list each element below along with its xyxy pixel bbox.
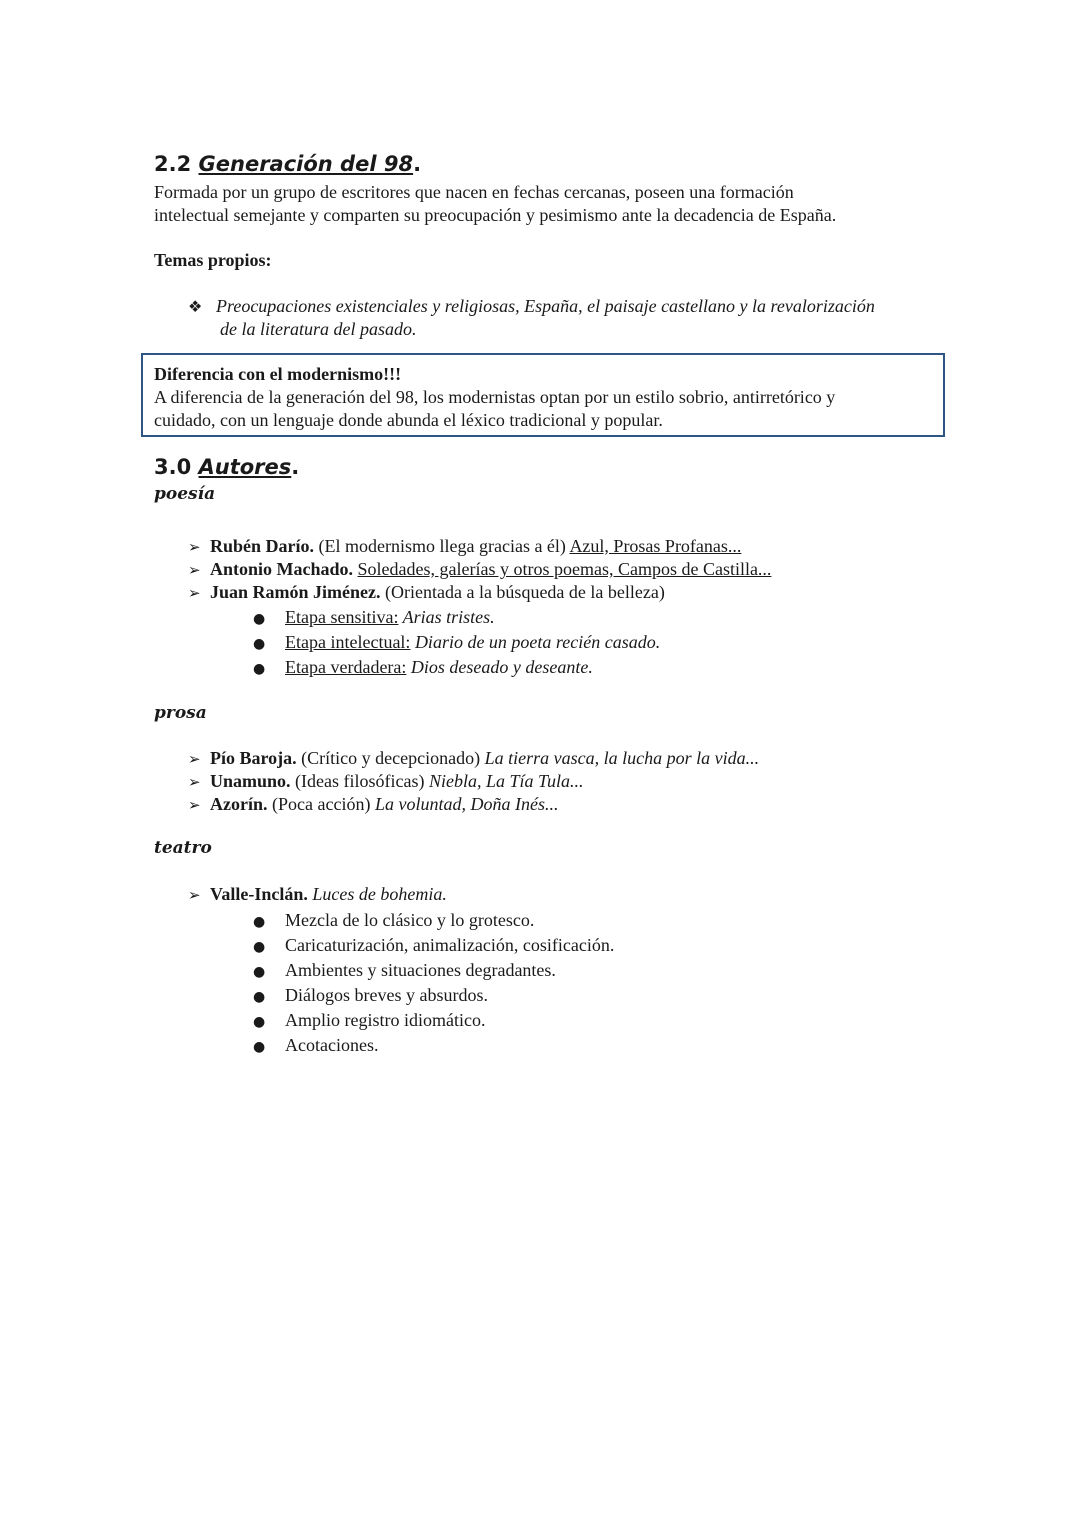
arrow-bullet-icon: ➢ [188,886,201,904]
author-name: Unamuno. [210,771,291,791]
dot-bullet-icon: ● [253,611,266,627]
author-name: Antonio Machado. [210,559,354,579]
feature-item [253,959,556,984]
author-name: Juan Ramón Jiménez. [210,582,381,602]
feature-item [253,909,534,934]
arrow-bullet-icon: ➢ [188,561,201,579]
author-note: (Orientada a la búsqueda de la belleza) [380,582,665,602]
stage-label: Etapa verdadera: [285,657,407,677]
stage-work: Arias tristes. [398,607,495,627]
author-machado [188,558,771,582]
difference-title: Diferencia con el modernismo!!! [154,364,402,384]
arrow-bullet-icon: ➢ [188,584,201,602]
feature-item [253,1009,485,1034]
author-note: (Crítico y decepcionado) [296,748,485,768]
author-note: (Ideas filosóficas) [290,771,429,791]
section-period: . [413,152,422,176]
author-works: Soledades, galerías y otros poemas, Campos de Castilla... [357,559,772,579]
feature-text: Amplio registro idiomático. [285,1010,486,1030]
section-title: Generación del 98 [198,152,414,176]
author-name: Azorín. [210,794,268,814]
dot-bullet-icon: ● [253,989,266,1005]
section-number: 3.0 [154,455,199,479]
subheading-poesia: poesía [154,484,216,504]
author-jimenez [188,581,665,605]
author-name: Valle-Inclán. [210,884,308,904]
diamond-bullet-icon: ❖ [188,297,203,316]
author-works: La tierra vasca, la lucha por la vida... [484,748,760,768]
section-title: Autores [198,455,292,479]
section-heading-2-2 [154,152,421,176]
stage-item [253,656,593,681]
themes-label: Temas propios: [154,250,272,270]
intro-line-1: Formada por un grupo de escritores que nacen en fechas cercanas, poseen una formación [154,182,794,202]
author-works: Luces de bohemia. [307,884,447,904]
feature-text: Mezcla de lo clásico y lo grotesco. [285,910,535,930]
feature-text: Diálogos breves y absurdos. [285,985,488,1005]
section-heading-3-0 [154,455,299,479]
author-note: (Poca acción) [267,794,375,814]
subheading-prosa: prosa [154,703,207,723]
dot-bullet-icon: ● [253,661,266,677]
theme-line-1: Preocupaciones existenciales y religiosas, España, el paisaje castellano y la revalorización [216,296,875,316]
author-azorin [188,793,558,817]
dot-bullet-icon: ● [253,964,266,980]
difference-line-1: A diferencia de la generación del 98, los modernistas optan por un estilo sobrio, antirretórico y [154,387,836,407]
author-works: Azul, Prosas Profanas... [569,536,742,556]
stage-item [253,631,660,656]
stage-work: Diario de un poeta recién casado. [410,632,661,652]
author-dario [188,535,741,559]
section-period: . [291,455,300,479]
arrow-bullet-icon: ➢ [188,796,201,814]
dot-bullet-icon: ● [253,939,266,955]
section-number: 2.2 [154,152,199,176]
author-works: Niebla, La Tía Tula... [428,771,584,791]
feature-item [253,1034,378,1059]
author-unamuno [188,770,584,794]
author-works: La voluntad, Doña Inés... [374,794,559,814]
feature-item [253,934,614,959]
feature-text: Ambientes y situaciones degradantes. [285,960,556,980]
stage-label: Etapa intelectual: [285,632,411,652]
dot-bullet-icon: ● [253,1039,266,1055]
theme-line-2: de la literatura del pasado. [220,319,417,339]
intro-line-2: intelectual semejante y comparten su preocupación y pesimismo ante la decadencia de España. [154,205,837,225]
feature-text: Caricaturización, animalización, cosificación. [285,935,615,955]
author-name: Pío Baroja. [210,748,297,768]
stage-label: Etapa sensitiva: [285,607,399,627]
subheading-teatro: teatro [154,838,212,858]
feature-text: Acotaciones. [285,1035,379,1055]
arrow-bullet-icon: ➢ [188,750,201,768]
stage-item [253,606,495,631]
author-name: Rubén Darío. [210,536,315,556]
author-baroja [188,747,759,771]
dot-bullet-icon: ● [253,636,266,652]
dot-bullet-icon: ● [253,1014,266,1030]
difference-line-2: cuidado, con un lenguaje donde abunda el léxico tradicional y popular. [154,410,663,430]
arrow-bullet-icon: ➢ [188,538,201,556]
dot-bullet-icon: ● [253,914,266,930]
author-note: (El modernismo llega gracias a él) [314,536,570,556]
stage-work: Dios deseado y deseante. [406,657,593,677]
arrow-bullet-icon: ➢ [188,773,201,791]
author-valle [188,883,447,907]
feature-item [253,984,488,1009]
theme-item [188,295,875,318]
